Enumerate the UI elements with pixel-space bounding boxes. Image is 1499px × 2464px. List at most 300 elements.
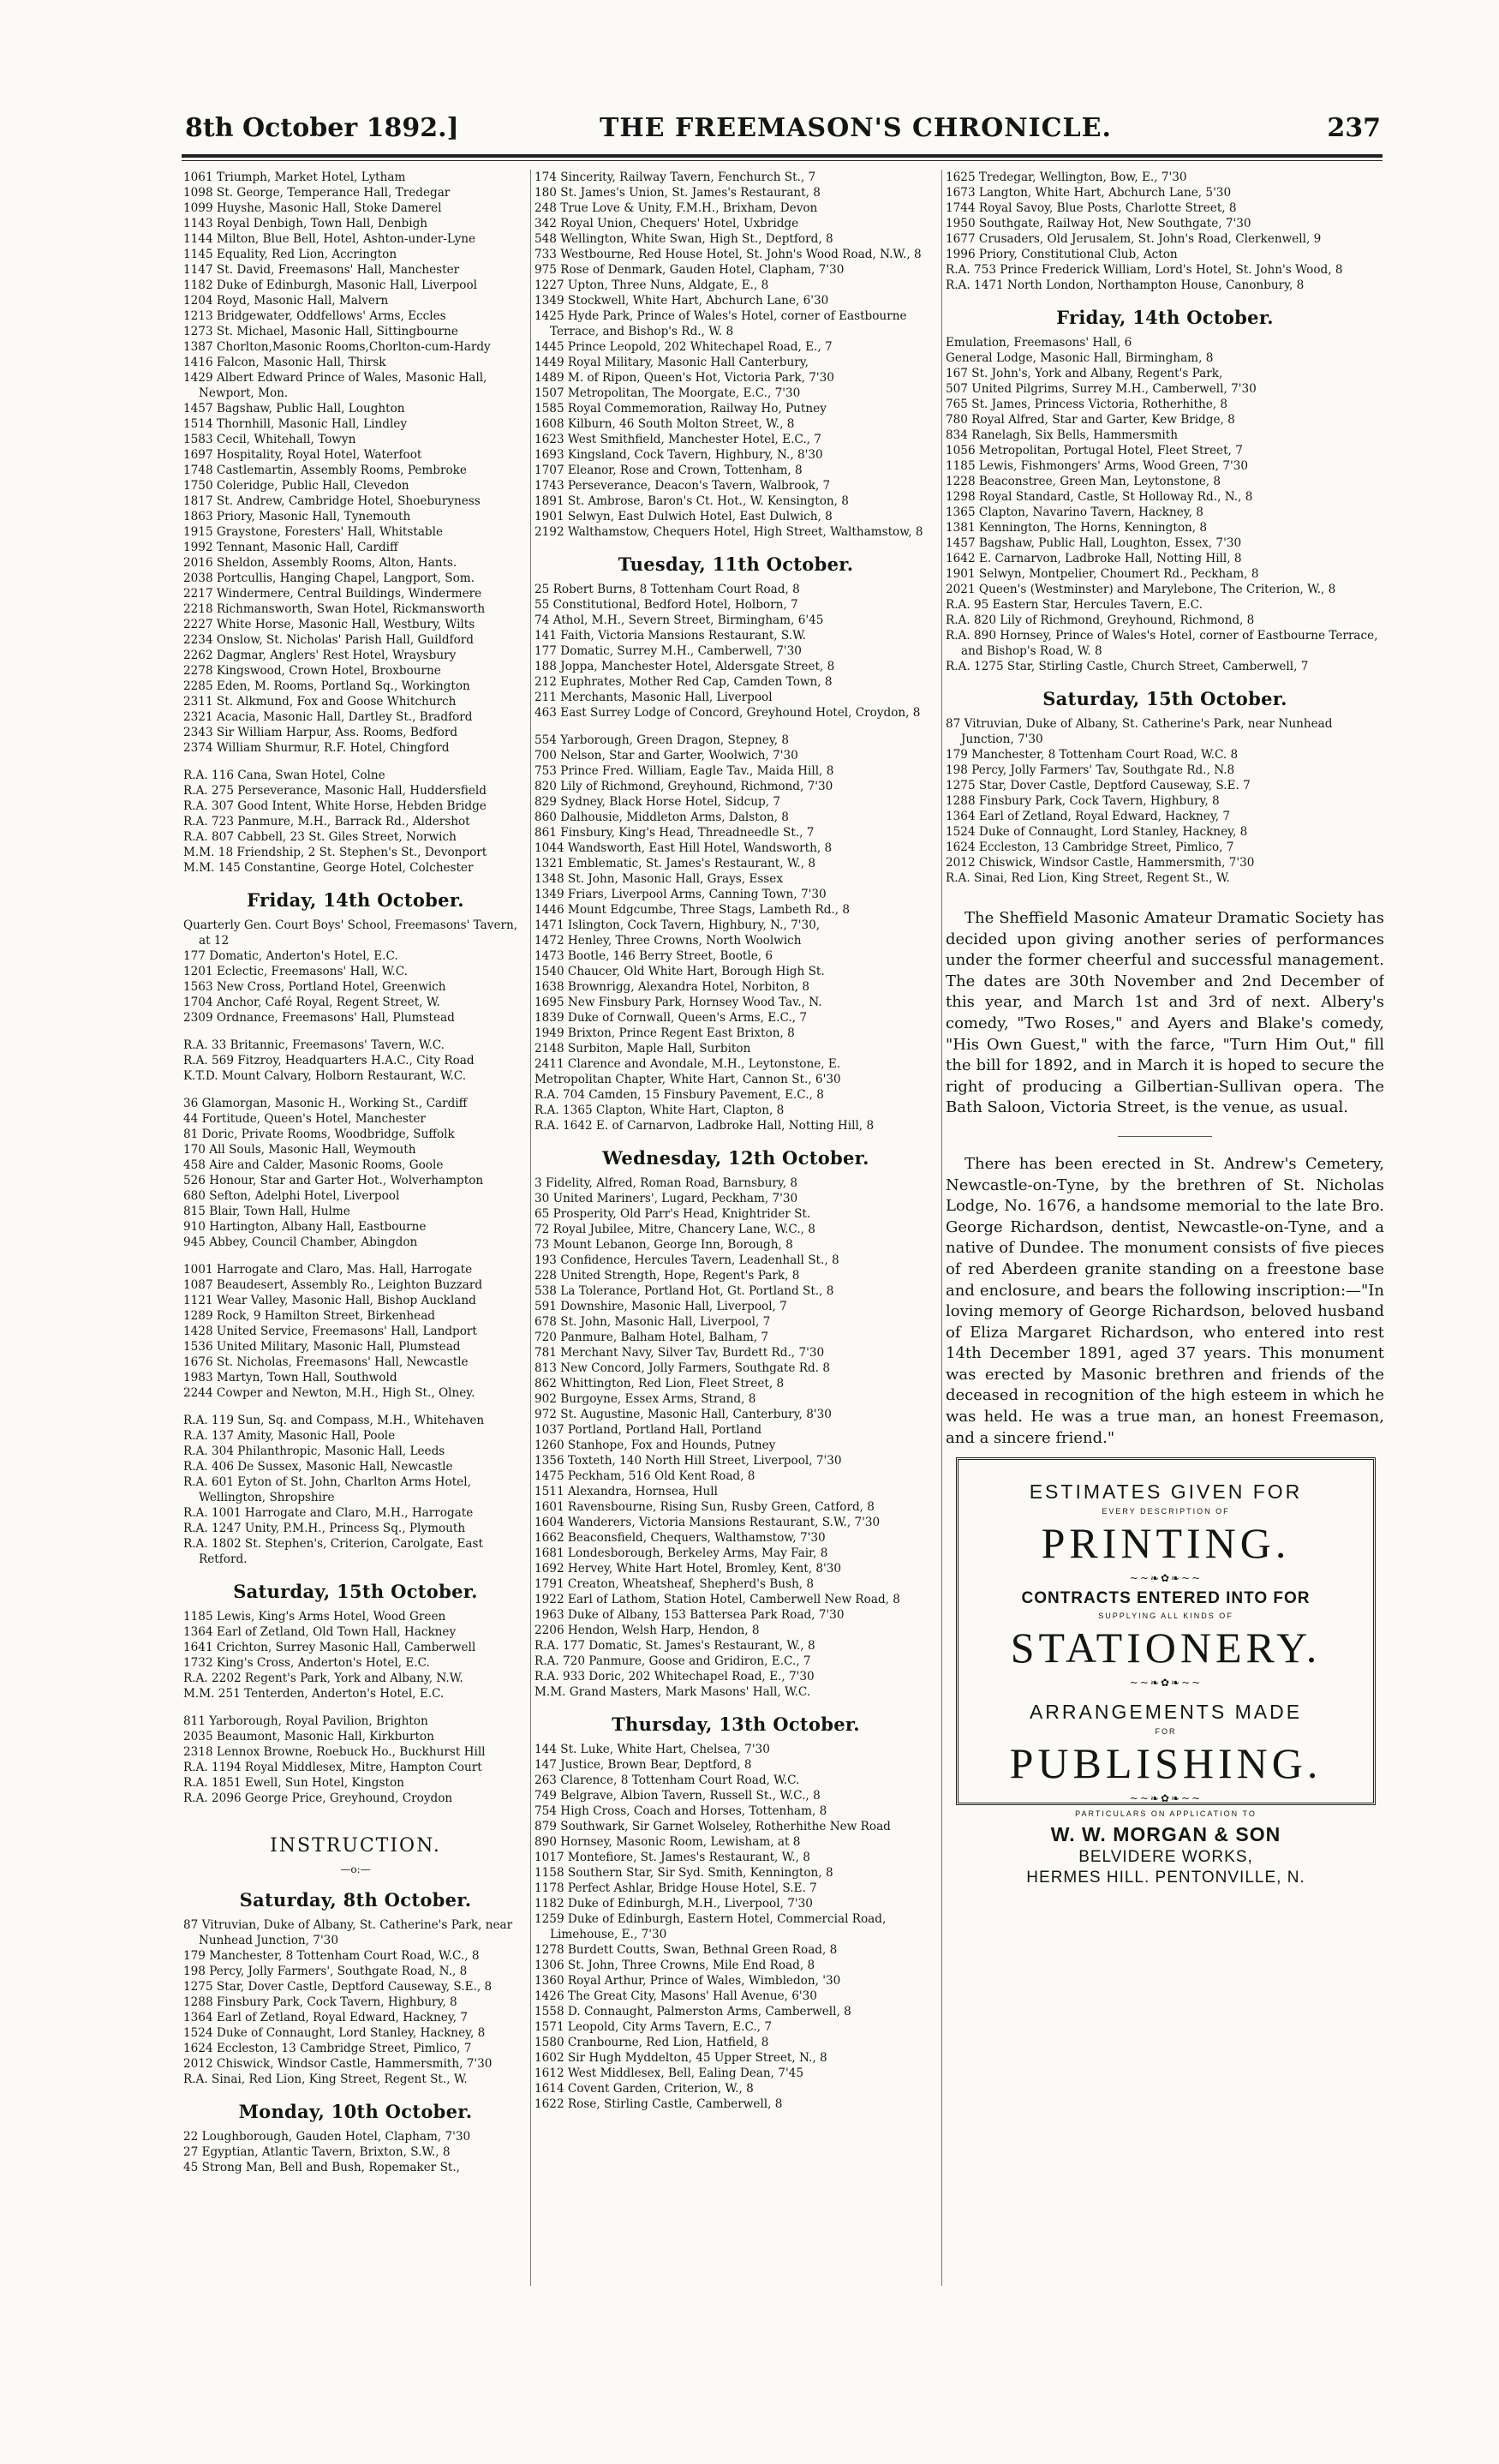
list-entry: 1381 Kennington, The Horns, Kennington, 8 (946, 521, 1208, 535)
list-entry: 2012 Chiswick, Windsor Castle, Hammersmith, 7'30 (183, 2057, 493, 2071)
header-rule (182, 154, 1383, 158)
list-entry: 975 Rose of Denmark, Gauden Hotel, Clapham, 7'30 (535, 263, 845, 277)
list-entry: 591 Downshire, Masonic Hall, Liverpool, 7 (535, 1300, 787, 1313)
ad-line: PUBLISHING. (1009, 1739, 1323, 1788)
list-entry: 1098 St. George, Temperance Hall, Tredegar (183, 186, 451, 200)
list-entry: 1473 Bootle, 146 Berry Street, Bootle, 6 (535, 949, 773, 963)
lodge-list (183, 1038, 528, 1084)
ad-line: W. W. MORGAN & SON (1050, 1823, 1281, 1846)
ad-line: FOR (1155, 1727, 1177, 1737)
list-entry: 1563 New Cross, Portland Hotel, Greenwich (183, 980, 446, 994)
list-entry: R.A. 275 Perseverance, Masonic Hall, Huddersfield (183, 784, 487, 798)
list-entry: 1044 Wandsworth, East Hill Hotel, Wandsworth, 8 (535, 841, 833, 855)
list-entry: 228 United Strength, Hope, Regent's Park, 8 (535, 1269, 800, 1283)
list-entry: 1983 Martyn, Town Hall, Southwold (183, 1371, 397, 1385)
list-entry: 1288 Finsbury Park, Cock Tavern, Highbury, 8 (183, 1995, 457, 2009)
list-entry: 198 Percy, Jolly Farmers', Southgate Road, N., 8 (183, 1965, 468, 1978)
article-paragraph: The Sheffield Masonic Amateur Dramatic Society has decided upon giving another series of performances under the former cheerful and successful management. The dates are 30th November and 2nd December of this year, and March 1st and 3rd of next. Albery's comedy, "Two Roses," and Ayers and Blake's comedy, "His Own Guest," with the farce, "Turn Him Out," fill the bill for 1892, and in March it is hoped to secure the right of producing a Gilbertian-Sullivan opera. The Bath Saloon, Victoria Street, is the venue, as usual. (946, 909, 1384, 1117)
list-entry: 1681 Londesborough, Berkeley Arms, May Fair, 8 (535, 1546, 828, 1560)
list-entry: 2411 Clarence and Avondale, M.H., Leytonstone, E. (535, 1057, 841, 1071)
section-heading: Wednesday, 12th October. (602, 1147, 869, 1169)
ad-line: HERMES HILL. PENTONVILLE, N. (1026, 1869, 1305, 1887)
list-entry: 861 Finsbury, King's Head, Threadneedle St., 7 (535, 826, 815, 840)
column-3 (946, 170, 1384, 2363)
list-entry: 1429 Albert Edward Prince of Wales, Masonic Hall, Newport, Mon. (183, 371, 487, 400)
list-entry: 1288 Finsbury Park, Cock Tavern, Highbury, 8 (946, 794, 1220, 808)
list-entry: 1457 Bagshaw, Public Hall, Loughton (183, 402, 405, 416)
list-entry: 144 St. Luke, White Hart, Chelsea, 7'30 (535, 1743, 770, 1756)
list-entry: R.A. 307 Good Intent, White Horse, Hebden Bridge (183, 799, 487, 813)
list-entry: 1922 Earl of Lathom, Station Hotel, Camberwell New Road, 8 (535, 1593, 900, 1606)
lodge-list (183, 1096, 528, 1250)
list-entry: 1387 Chorlton,Masonic Rooms,Chorlton-cum-Hardy (183, 340, 491, 354)
list-entry: 1099 Huyshe, Masonic Hall, Stoke Damerel (183, 201, 442, 215)
list-entry: 781 Merchant Navy, Silver Tav, Burdett Rd., 7'30 (535, 1346, 825, 1360)
list-entry: 1540 Chaucer, Old White Hart, Borough High St. (535, 965, 825, 978)
list-entry: 1364 Earl of Zetland, Royal Edward, Hackney, 7 (183, 2011, 469, 2024)
list-entry: 680 Sefton, Adelphi Hotel, Liverpool (183, 1189, 400, 1203)
list-entry: 170 All Souls, Masonic Hall, Weymouth (183, 1143, 416, 1157)
list-entry: 2227 White Horse, Masonic Hall, Westbury, Wilts (183, 618, 475, 631)
list-entry: 1356 Toxteth, 140 North Hill Street, Liverpool, 7'30 (535, 1454, 842, 1468)
list-entry: 1963 Duke of Albany, 153 Battersea Park Road, 7'30 (535, 1608, 845, 1622)
list-entry: 1360 Royal Arthur, Prince of Wales, Wimbledon, '30 (535, 1974, 841, 1988)
instruction-heading: INSTRUCTION. (270, 1835, 441, 1857)
lodge-list (183, 1917, 528, 2087)
ad-line: EVERY DESCRIPTION OF (1102, 1507, 1230, 1516)
ornament-icon: ~~❧✿❧~~ (1129, 1677, 1203, 1690)
list-entry: 1321 Emblematic, St. James's Restaurant, W., 8 (535, 857, 816, 870)
section-heading: Thursday, 13th October. (612, 1713, 860, 1735)
ad-line: CONTRACTS ENTERED INTO FOR (1021, 1589, 1311, 1608)
lodge-list (183, 1713, 528, 1806)
list-entry: 2318 Lennox Browne, Roebuck Ho., Buckhurst Hill (183, 1745, 486, 1759)
ad-line: PRINTING. (1041, 1519, 1291, 1568)
list-entry: 1227 Upton, Three Nuns, Aldgate, E., 8 (535, 278, 769, 292)
column-2 (535, 170, 937, 2363)
list-entry: 780 Royal Alfred, Star and Garter, Kew Bridge, 8 (946, 413, 1235, 427)
list-entry: 1585 Royal Commemoration, Railway Ho, Putney (535, 402, 827, 416)
list-entry: 720 Panmure, Balham Hotel, Balham, 7 (535, 1331, 769, 1344)
list-entry: 1489 M. of Ripon, Queen's Hot, Victoria Park, 7'30 (535, 371, 834, 385)
list-entry: 463 East Surrey Lodge of Concord, Greyhound Hotel, Croydon, 8 (535, 706, 921, 720)
section-heading: Saturday, 15th October. (1042, 688, 1287, 709)
list-entry: 1692 Hervey, White Hart Hotel, Bromley, Kent, 8'30 (535, 1562, 842, 1576)
list-entry: 862 Whittington, Red Lion, Fleet Street, 8 (535, 1377, 785, 1390)
list-entry: 1624 Eccleston, 13 Cambridge Street, Pimlico, 7 (946, 840, 1234, 854)
list-entry: 55 Constitutional, Bedford Hotel, Holborn, 7 (535, 598, 798, 612)
list-entry: 141 Faith, Victoria Mansions Restaurant, S.W. (535, 629, 806, 643)
list-entry: 1178 Perfect Ashlar, Bridge House Hotel, S.E. 7 (535, 1881, 817, 1895)
list-entry: 1744 Royal Savoy, Blue Posts, Charlotte Street, 8 (946, 201, 1237, 215)
ornament: —o:— (340, 1863, 371, 1875)
list-entry: 2374 William Shurmur, R.F. Hotel, Chingford (183, 741, 450, 755)
list-entry: R.A. 720 Panmure, Goose and Gridiron, E.C., 7 (535, 1654, 811, 1668)
list-entry: M.M. 251 Tenterden, Anderton's Hotel, E.C. (183, 1687, 445, 1701)
list-entry: 753 Prince Fred. William, Eagle Tav., Maida Hill, 8 (535, 764, 834, 778)
list-entry: 1364 Earl of Zetland, Old Town Hall, Hackney (183, 1625, 457, 1639)
list-entry: R.A. 933 Doric, 202 Whitechapel Road, E., 7'30 (535, 1670, 815, 1684)
column-1 (183, 170, 528, 2363)
list-entry: 1662 Beaconsfield, Chequers, Walthamstow, 7'30 (535, 1531, 826, 1545)
list-entry: 1273 St. Michael, Masonic Hall, Sittingbourne (183, 325, 458, 338)
list-entry: K.T.D. Mount Calvary, Holborn Restaurant, W.C. (183, 1069, 467, 1083)
list-entry: 2035 Beaumont, Masonic Hall, Kirkburton (183, 1730, 434, 1743)
list-entry: 2311 St. Alkmund, Fox and Goose Whitchurch (183, 695, 457, 709)
list-entry: R.A. 2096 George Price, Greyhound, Croydon (183, 1791, 453, 1805)
list-entry: R.A. 33 Britannic, Freemasons' Tavern, W.C. (183, 1038, 445, 1052)
list-entry: 1614 Covent Garden, Criterion, W., 8 (535, 2082, 754, 2096)
list-entry: 1457 Bagshaw, Public Hall, Loughton, Essex, 7'30 (946, 536, 1242, 550)
list-entry: 1201 Eclectic, Freemasons' Hall, W.C. (183, 965, 408, 978)
list-entry: 890 Hornsey, Masonic Room, Lewisham, at 8 (535, 1835, 801, 1849)
list-entry: 179 Manchester, 8 Tottenham Court Road, W.C. 8 (946, 748, 1239, 762)
list-entry: 1839 Duke of Cornwall, Queen's Arms, E.C., 7 (535, 1011, 807, 1025)
list-entry: 3 Fidelity, Alfred, Roman Road, Barnsbury, 8 (535, 1176, 798, 1190)
list-entry: 860 Dalhousie, Middleton Arms, Dalston, 8 (535, 810, 789, 824)
list-entry: 1275 Star, Dover Castle, Deptford Causeway, S.E. 7 (946, 779, 1251, 792)
list-entry: 1278 Burdett Coutts, Swan, Bethnal Green Road, 8 (535, 1943, 838, 1957)
list-entry: 180 St. James's Union, St. James's Restaurant, 8 (535, 186, 821, 200)
list-entry: 65 Prosperity, Old Parr's Head, Knightrider St. (535, 1207, 811, 1221)
list-entry: R.A. 1247 Unity, P.M.H., Princess Sq., Plymouth (183, 1522, 466, 1535)
list-entry: 2234 Onslow, St. Nicholas' Parish Hall, Guildford (183, 633, 474, 647)
list-entry: 1472 Henley, Three Crowns, North Woolwich (535, 934, 802, 948)
list-entry: 167 St. John's, York and Albany, Regent's Park, (946, 367, 1223, 380)
list-entry: 1061 Triumph, Market Hotel, Lytham (183, 170, 406, 184)
list-entry: M.M. 145 Constantine, George Hotel, Colchester (183, 861, 474, 875)
list-entry: R.A. 753 Prince Frederick William, Lord's Hotel, St. John's Wood, 8 (946, 263, 1343, 277)
section-heading: Friday, 14th October. (247, 889, 464, 911)
list-entry: 1182 Duke of Edinburgh, Masonic Hall, Liverpool (183, 278, 478, 292)
column-divider (530, 170, 531, 2286)
list-entry: Metropolitan Chapter, White Hart, Cannon St., 6'30 (535, 1073, 841, 1086)
list-entry: 1697 Hospitality, Royal Hotel, Waterfoot (183, 448, 422, 462)
list-entry: 1511 Alexandra, Hornsea, Hull (535, 1485, 718, 1498)
list-entry: 1641 Crichton, Surrey Masonic Hall, Camberwell (183, 1641, 476, 1654)
list-entry: 2021 Queen's (Westminster) and Marylebone, The Criterion, W., 8 (946, 583, 1336, 596)
list-entry: R.A. 119 Sun, Sq. and Compass, M.H., Whitehaven (183, 1414, 485, 1427)
list-entry: 22 Loughborough, Gauden Hotel, Clapham, 7'30 (183, 2130, 471, 2144)
list-entry: 2217 Windermere, Central Buildings, Windermere (183, 587, 482, 601)
list-entry: 1185 Lewis, King's Arms Hotel, Wood Green (183, 1610, 446, 1624)
list-entry: 1298 Royal Standard, Castle, St Holloway Rd., N., 8 (946, 490, 1253, 504)
list-entry: 1608 Kilburn, 46 South Molton Street, W., 8 (535, 417, 795, 431)
list-entry: 1622 Rose, Stirling Castle, Camberwell, 8 (535, 2097, 783, 2111)
list-entry: 945 Abbey, Council Chamber, Abingdon (183, 1235, 418, 1249)
ad-line: ESTIMATES GIVEN FOR (1029, 1480, 1303, 1504)
list-entry: 1446 Mount Edgcumbe, Three Stags, Lambeth Rd., 8 (535, 903, 851, 917)
column-divider (941, 170, 942, 2286)
list-entry: R.A. 723 Panmure, M.H., Barrack Rd., Aldershot (183, 815, 470, 828)
list-entry: 1748 Castlemartin, Assembly Rooms, Pembroke (183, 463, 467, 477)
lodge-list (183, 1413, 528, 1567)
list-entry: 1743 Perseverance, Deacon's Tavern, Walbrook, 7 (535, 479, 831, 493)
list-entry: 27 Egyptian, Atlantic Tavern, Brixton, S.W., 8 (183, 2145, 451, 2159)
lodge-list (183, 918, 528, 1026)
list-entry: 1185 Lewis, Fishmongers' Arms, Wood Green, 7'30 (946, 459, 1248, 473)
list-entry: 1056 Metropolitan, Portugal Hotel, Fleet Street, 7 (946, 444, 1243, 458)
list-entry: 188 Joppa, Manchester Hotel, Aldersgate Street, 8 (535, 660, 835, 673)
list-entry: 1228 Beaconstree, Green Man, Leytonstone, 8 (946, 475, 1221, 488)
list-entry: 74 Athol, M.H., Severn Street, Birmingham, 6'45 (535, 613, 824, 627)
list-entry: R.A. Sinai, Red Lion, King Street, Regent St., W. (946, 871, 1230, 885)
list-entry: 1625 Tredegar, Wellington, Bow, E., 7'30 (946, 170, 1187, 184)
list-entry: Emulation, Freemasons' Hall, 6 (946, 336, 1132, 350)
list-entry: 1348 St. John, Masonic Hall, Grays, Essex (535, 872, 783, 886)
list-entry: 1707 Eleanor, Rose and Crown, Tottenham, 8 (535, 463, 803, 477)
list-entry: R.A. 116 Cana, Swan Hotel, Colne (183, 769, 385, 782)
list-entry: 1445 Prince Leopold, 202 Whitechapel Road, E., 7 (535, 340, 833, 354)
list-entry: 1514 Thornhill, Masonic Hall, Lindley (183, 417, 408, 431)
list-entry: 248 True Love & Unity, F.M.H., Brixham, Devon (535, 201, 818, 215)
list-entry: 1949 Brixton, Prince Regent East Brixton, 8 (535, 1026, 795, 1040)
article-paragraph: There has been erected in St. Andrew's Cemetery, Newcastle-on-Tyne, by the brethren of St. Nicholas Lodge, No. 1676, a handsome memorial to the late Bro. George Richardson, dentist, Newcastle-on-Tyne, and a native of Dundee. The monument consists of five pieces of red Aberdeen granite standing on a freestone base and enclosure, and bears the following inscription:—"In loving memory of George Richardson, beloved husband of Eliza Margaret Richardson, who entered into rest 14th December 1891, aged 37 years. This monument was erected by Masonic brethren and friends of the deceased in recognition of the high esteem in which he was held. He was a true man, an honest Freemason, and a sincere friend." (946, 1154, 1384, 1447)
list-entry: 1624 Eccleston, 13 Cambridge Street, Pimlico, 7 (183, 2042, 472, 2055)
list-entry: Quarterly Gen. Court Boys' School, Freemasons' Tavern, at 12 (183, 918, 518, 948)
list-entry: 1416 Falcon, Masonic Hall, Thirsk (183, 356, 386, 369)
list-entry: 879 Southwark, Sir Garnet Wolseley, Rotherhithe New Road (535, 1820, 891, 1833)
issue-date: 8th October 1892.] (185, 113, 459, 143)
list-entry: 193 Confidence, Hercules Tavern, Leadenhall St., 8 (535, 1253, 839, 1267)
list-entry: R.A. 1851 Ewell, Sun Hotel, Kingston (183, 1776, 404, 1790)
list-entry: 2192 Walthamstow, Chequers Hotel, High Street, Walthamstow, 8 (535, 525, 923, 539)
list-entry: R.A. 137 Amity, Masonic Hall, Poole (183, 1429, 396, 1443)
list-entry: 1817 St. Andrew, Cambridge Hotel, Shoeburyness (183, 494, 481, 508)
list-entry: 1677 Crusaders, Old Jerusalem, St. John's Road, Clerkenwell, 9 (946, 232, 1322, 246)
list-entry: R.A. 1802 St. Stephen's, Criterion, Carolgate, East Retford. (183, 1537, 483, 1566)
list-entry: 1182 Duke of Edinburgh, M.H., Liverpool, 7'30 (535, 1897, 813, 1911)
list-entry: 2016 Sheldon, Assembly Rooms, Alton, Hants. (183, 556, 457, 570)
list-entry: 1087 Beaudesert, Assembly Ro., Leighton Buzzard (183, 1278, 483, 1292)
list-entry: 174 Sincerity, Railway Tavern, Fenchurch St., 7 (535, 170, 816, 184)
list-entry: 263 Clarence, 8 Tottenham Court Road, W.C. (535, 1773, 800, 1787)
list-entry: 1996 Priory, Constitutional Club, Acton (946, 248, 1178, 261)
list-entry: R.A. 177 Domatic, St. James's Restaurant, W., 8 (535, 1639, 815, 1653)
list-entry: 36 Glamorgan, Masonic H., Working St., Cardiff (183, 1097, 468, 1110)
ornament-icon: ~~❧✿❧~~ (1129, 1572, 1203, 1585)
list-entry: R.A. 1001 Harrogate and Claro, M.H., Harrogate (183, 1506, 474, 1520)
header-rule-thin (182, 160, 1383, 161)
lodge-list (535, 582, 937, 721)
list-entry: 1992 Tennant, Masonic Hall, Cardiff (183, 541, 398, 554)
ad-line: ARRANGEMENTS MADE (1029, 1701, 1303, 1724)
ad-line: PARTICULARS ON APPLICATION TO (1075, 1809, 1257, 1819)
list-entry: R.A. 820 Lily of Richmond, Greyhound, Richmond, 8 (946, 613, 1255, 627)
list-entry: 1147 St. David, Freemasons' Hall, Manchester (183, 263, 460, 277)
lodge-list (535, 1742, 937, 2112)
list-entry: 548 Wellington, White Swan, High St., Deptford, 8 (535, 232, 833, 246)
list-entry: 458 Aire and Calder, Masonic Rooms, Goole (183, 1158, 444, 1172)
list-entry: 1121 Wear Valley, Masonic Hall, Bishop Auckland (183, 1294, 476, 1307)
list-entry: R.A. 406 De Sussex, Masonic Hall, Newcastle (183, 1460, 453, 1474)
list-entry: 538 La Tolerance, Portland Hot, Gt. Portland St., 8 (535, 1284, 834, 1298)
list-entry: 1143 Royal Denbigh, Town Hall, Denbigh (183, 217, 428, 230)
list-entry: 1704 Anchor, Café Royal, Regent Street, W. (183, 996, 440, 1009)
section-heading: Friday, 14th October. (1056, 307, 1274, 328)
list-entry: 2012 Chiswick, Windsor Castle, Hammersmith, 7'30 (946, 856, 1255, 870)
list-entry: 1901 Selwyn, Montpelier, Choumert Rd., Peckham, 8 (946, 567, 1259, 581)
list-entry: 1145 Equality, Red Lion, Accrington (183, 248, 397, 261)
list-entry: 754 High Cross, Coach and Horses, Tottenham, 8 (535, 1804, 827, 1818)
list-entry: 1642 E. Carnarvon, Ladbroke Hall, Notting Hill, 8 (946, 552, 1242, 565)
list-entry: 733 Westbourne, Red House Hotel, St. John's Wood Road, N.W., 8 (535, 248, 922, 261)
list-entry: 834 Ranelagh, Six Bells, Hammersmith (946, 428, 1178, 442)
list-entry: 1507 Metropolitan, The Moorgate, E.C., 7'30 (535, 386, 801, 400)
list-entry: 342 Royal Union, Chequers' Hotel, Uxbridge (535, 217, 799, 230)
list-entry: 829 Sydney, Black Horse Hotel, Sidcup, 7 (535, 795, 781, 809)
list-entry: 1604 Wanderers, Victoria Mansions Restaurant, S.W., 7'30 (535, 1516, 881, 1529)
list-entry: 1693 Kingsland, Cock Tavern, Highbury, N., 8'30 (535, 448, 823, 462)
list-entry: 1037 Portland, Portland Hall, Portland (535, 1423, 762, 1437)
list-entry: 526 Honour, Star and Garter Hot., Wolverhampton (183, 1174, 484, 1187)
list-entry: 1428 United Service, Freemasons' Hall, Landport (183, 1325, 477, 1338)
list-entry: 972 St. Augustine, Masonic Hall, Canterbury, 8'30 (535, 1408, 832, 1421)
list-entry: 1676 St. Nicholas, Freemasons' Hall, Newcastle (183, 1355, 469, 1369)
masthead-title: THE FREEMASON'S CHRONICLE. (600, 113, 1112, 143)
lodge-list (183, 768, 528, 876)
list-entry: 1349 Stockwell, White Hart, Abchurch Lane, 6'30 (535, 294, 829, 308)
list-entry: 2321 Acacia, Masonic Hall, Dartley St., Bradford (183, 710, 473, 724)
list-entry: R.A. 1194 Royal Middlesex, Mitre, Hampton Court (183, 1761, 482, 1774)
list-entry: 1471 Islington, Cock Tavern, Highbury, N., 7'30, (535, 918, 821, 932)
list-entry: 554 Yarborough, Green Dragon, Stepney, 8 (535, 733, 790, 747)
list-entry: 1558 D. Connaught, Palmerston Arms, Camberwell, 8 (535, 2005, 851, 2018)
list-entry: 1524 Duke of Connaught, Lord Stanley, Hackney, 8 (946, 825, 1248, 839)
list-entry: 1673 Langton, White Hart, Abchurch Lane, 5'30 (946, 186, 1232, 200)
list-entry: 1602 Sir Hugh Myddelton, 45 Upper Street, N., 8 (535, 2051, 827, 2065)
list-entry: 700 Nelson, Star and Garter, Woolwich, 7'30 (535, 749, 798, 763)
list-entry: 2206 Hendon, Welsh Harp, Hendon, 8 (535, 1624, 760, 1637)
list-entry: 1695 New Finsbury Park, Hornsey Wood Tav., N. (535, 996, 822, 1009)
lodge-list (183, 1609, 528, 1701)
list-entry: 1950 Southgate, Railway Hot, New Southgate, 7'30 (946, 217, 1251, 230)
ad-line: SUPPLYING ALL KINDS OF (1098, 1612, 1233, 1621)
list-entry: 1583 Cecil, Whitehall, Towyn (183, 433, 356, 446)
list-entry: R.A. 569 Fitzroy, Headquarters H.A.C., City Road (183, 1054, 475, 1068)
list-entry: 678 St. John, Masonic Hall, Liverpool, 7 (535, 1315, 771, 1329)
list-entry: R.A. 890 Hornsey, Prince of Wales's Hotel, corner of Eastbourne Terrace, and Bishop's Road, W. 8 (946, 629, 1378, 658)
list-entry: 211 Merchants, Masonic Hall, Liverpool (535, 691, 773, 704)
list-entry: 1623 West Smithfield, Manchester Hotel, E.C., 7 (535, 433, 821, 446)
list-entry: 2343 Sir William Harpur, Ass. Rooms, Bedford (183, 726, 458, 739)
lodge-list (946, 335, 1384, 674)
lodge-list (183, 1262, 528, 1401)
list-entry: 44 Fortitude, Queen's Hotel, Manchester (183, 1112, 426, 1126)
list-entry: R.A. 704 Camden, 15 Finsbury Pavement, E.C., 8 (535, 1088, 824, 1102)
list-entry: 1349 Friars, Liverpool Arms, Canning Town, 7'30 (535, 888, 827, 901)
list-entry: 1364 Earl of Zetland, Royal Edward, Hackney, 7 (946, 810, 1231, 823)
list-entry: 1017 Montefiore, St. James's Restaurant, W., 8 (535, 1851, 810, 1864)
section-heading: Saturday, 15th October. (233, 1581, 478, 1602)
list-entry: 1365 Clapton, Navarino Tavern, Hackney, 8 (946, 505, 1203, 519)
list-entry: 1425 Hyde Park, Prince of Wales's Hotel, corner of Eastbourne Terrace, and Bishop's Rd., W. 8 (535, 309, 907, 338)
ad-line: BELVIDERE WORKS, (1078, 1848, 1253, 1867)
section-heading: Monday, 10th October. (238, 2101, 473, 2122)
list-entry: 910 Hartington, Albany Hall, Eastbourne (183, 1220, 427, 1234)
list-entry: 1204 Royd, Masonic Hall, Malvern (183, 294, 389, 308)
list-entry: 1791 Creaton, Wheatsheaf, Shepherd's Bush, 8 (535, 1577, 815, 1591)
list-entry: 1426 The Great City, Masons' Hall Avenue, 6'30 (535, 1989, 817, 2003)
list-entry: R.A. Sinai, Red Lion, King Street, Regent St., W. (183, 2072, 468, 2086)
list-entry: R.A. 1642 E. of Carnarvon, Ladbroke Hall, Notting Hill, 8 (535, 1119, 875, 1133)
list-entry: 212 Euphrates, Mother Red Cap, Camden Town, 8 (535, 675, 833, 689)
list-entry: 1475 Peckham, 516 Old Kent Road, 8 (535, 1469, 755, 1483)
list-entry: 1750 Coleridge, Public Hall, Clevedon (183, 479, 409, 493)
list-entry: 87 Vitruvian, Duke of Albany, St. Catherine's Park, near Nunhead Junction, 7'30 (183, 1918, 513, 1947)
list-entry: 179 Manchester, 8 Tottenham Court Road, W.C., 8 (183, 1949, 480, 1963)
list-entry: 81 Doric, Private Rooms, Woodbridge, Suffolk (183, 1127, 455, 1141)
lodge-list (946, 716, 1384, 886)
list-entry: 1580 Cranbourne, Red Lion, Hatfield, 8 (535, 2036, 769, 2049)
list-entry: 1863 Priory, Masonic Hall, Tynemouth (183, 510, 411, 523)
list-entry: R.A. 95 Eastern Star, Hercules Tavern, E.C. (946, 598, 1203, 612)
list-entry: R.A. 304 Philanthropic, Masonic Hall, Leeds (183, 1444, 445, 1458)
printing-advertisement (956, 1457, 1376, 1887)
list-entry: 2038 Portcullis, Hanging Chapel, Langport, Som. (183, 571, 475, 585)
list-entry: 2148 Surbiton, Maple Hall, Surbiton (535, 1042, 751, 1056)
list-entry: R.A. 1275 Star, Stirling Castle, Church Street, Camberwell, 7 (946, 660, 1309, 673)
list-entry: 1638 Brownrigg, Alexandra Hotel, Norbiton, 8 (535, 980, 810, 994)
list-entry: 1001 Harrogate and Claro, Mas. Hall, Harrogate (183, 1263, 473, 1277)
section-heading: Saturday, 8th October. (239, 1889, 472, 1911)
list-entry: 1260 Stanhope, Fox and Hounds, Putney (535, 1438, 776, 1452)
list-entry: 1449 Royal Military, Masonic Hall Canterbury, (535, 356, 809, 369)
list-entry: 1612 West Middlesex, Bell, Ealing Dean, 7'45 (535, 2066, 803, 2080)
list-entry: 30 United Mariners', Lugard, Peckham, 7'30 (535, 1192, 798, 1205)
list-entry: 1601 Ravensbourne, Rising Sun, Rusby Green, Catford, 8 (535, 1500, 875, 1514)
list-entry: R.A. 1471 North London, Northampton House, Canonbury, 8 (946, 278, 1305, 292)
lodge-list (535, 733, 937, 1133)
list-entry: 1213 Bridgewater, Oddfellows' Arms, Eccles (183, 309, 446, 323)
list-entry: 813 New Concord, Jolly Farmers, Southgate Rd. 8 (535, 1361, 830, 1375)
list-entry: 2285 Eden, M. Rooms, Portland Sq., Workington (183, 679, 470, 693)
list-entry: R.A. 1365 Clapton, White Hart, Clapton, 8 (535, 1103, 785, 1117)
ornament-icon: ~~❧✿❧~~ (1129, 1792, 1203, 1805)
list-entry: M.M. Grand Masters, Mark Masons' Hall, W.C. (535, 1685, 811, 1699)
list-entry: 25 Robert Burns, 8 Tottenham Court Road, 8 (535, 583, 800, 596)
list-entry: R.A. 807 Cabbell, 23 St. Giles Street, Norwich (183, 830, 457, 844)
list-entry: 147 Justice, Brown Bear, Deptford, 8 (535, 1758, 752, 1772)
lodge-list (183, 170, 528, 756)
list-entry: R.A. 2202 Regent's Park, York and Albany, N.W. (183, 1672, 463, 1685)
list-entry: 45 Strong Man, Bell and Bush, Ropemaker St., (183, 2161, 461, 2174)
lodge-list (946, 170, 1384, 293)
list-entry: 1259 Duke of Edinburgh, Eastern Hotel, Commercial Road, Limehouse, E., 7'30 (535, 1912, 887, 1941)
list-entry: 1891 St. Ambrose, Baron's Ct. Hot., W. Kensington, 8 (535, 494, 849, 508)
list-entry: 2309 Ordnance, Freemasons' Hall, Plumstead (183, 1011, 455, 1025)
list-entry: 820 Lily of Richmond, Greyhound, Richmond, 7'30 (535, 780, 833, 793)
list-entry: 73 Mount Lebanon, George Inn, Borough, 8 (535, 1238, 793, 1252)
list-entry: 1289 Rock, 9 Hamilton Street, Birkenhead (183, 1309, 436, 1323)
list-entry: 507 United Pilgrims, Surrey M.H., Camberwell, 7'30 (946, 382, 1257, 396)
lodge-list (535, 1175, 937, 1700)
ad-line: STATIONERY. (1010, 1624, 1322, 1672)
list-entry: M.M. 18 Friendship, 2 St. Stephen's St., Devonport (183, 846, 487, 859)
lodge-list (183, 2129, 528, 2175)
list-entry: 1571 Leopold, City Arms Tavern, E.C., 7 (535, 2020, 772, 2034)
list-entry: 2218 Richmansworth, Swan Hotel, Rickmansworth (183, 602, 486, 616)
page-number: 237 (1327, 113, 1381, 143)
list-entry: 1158 Southern Star, Sir Syd. Smith, Kennington, 8 (535, 1866, 833, 1880)
list-entry: 1275 Star, Dover Castle, Deptford Causeway, S.E., 8 (183, 1980, 493, 1994)
list-entry: 1524 Duke of Connaught, Lord Stanley, Hackney, 8 (183, 2026, 486, 2040)
article-separator (1118, 1136, 1212, 1137)
list-entry: 1901 Selwyn, East Dulwich Hotel, East Dulwich, 8 (535, 510, 833, 523)
list-entry: 2244 Cowper and Newton, M.H., High St., Olney. (183, 1386, 475, 1400)
list-entry: R.A. 601 Eyton of St. John, Charlton Arms Hotel, Wellington, Shropshire (183, 1475, 471, 1504)
lodge-list (535, 170, 937, 540)
